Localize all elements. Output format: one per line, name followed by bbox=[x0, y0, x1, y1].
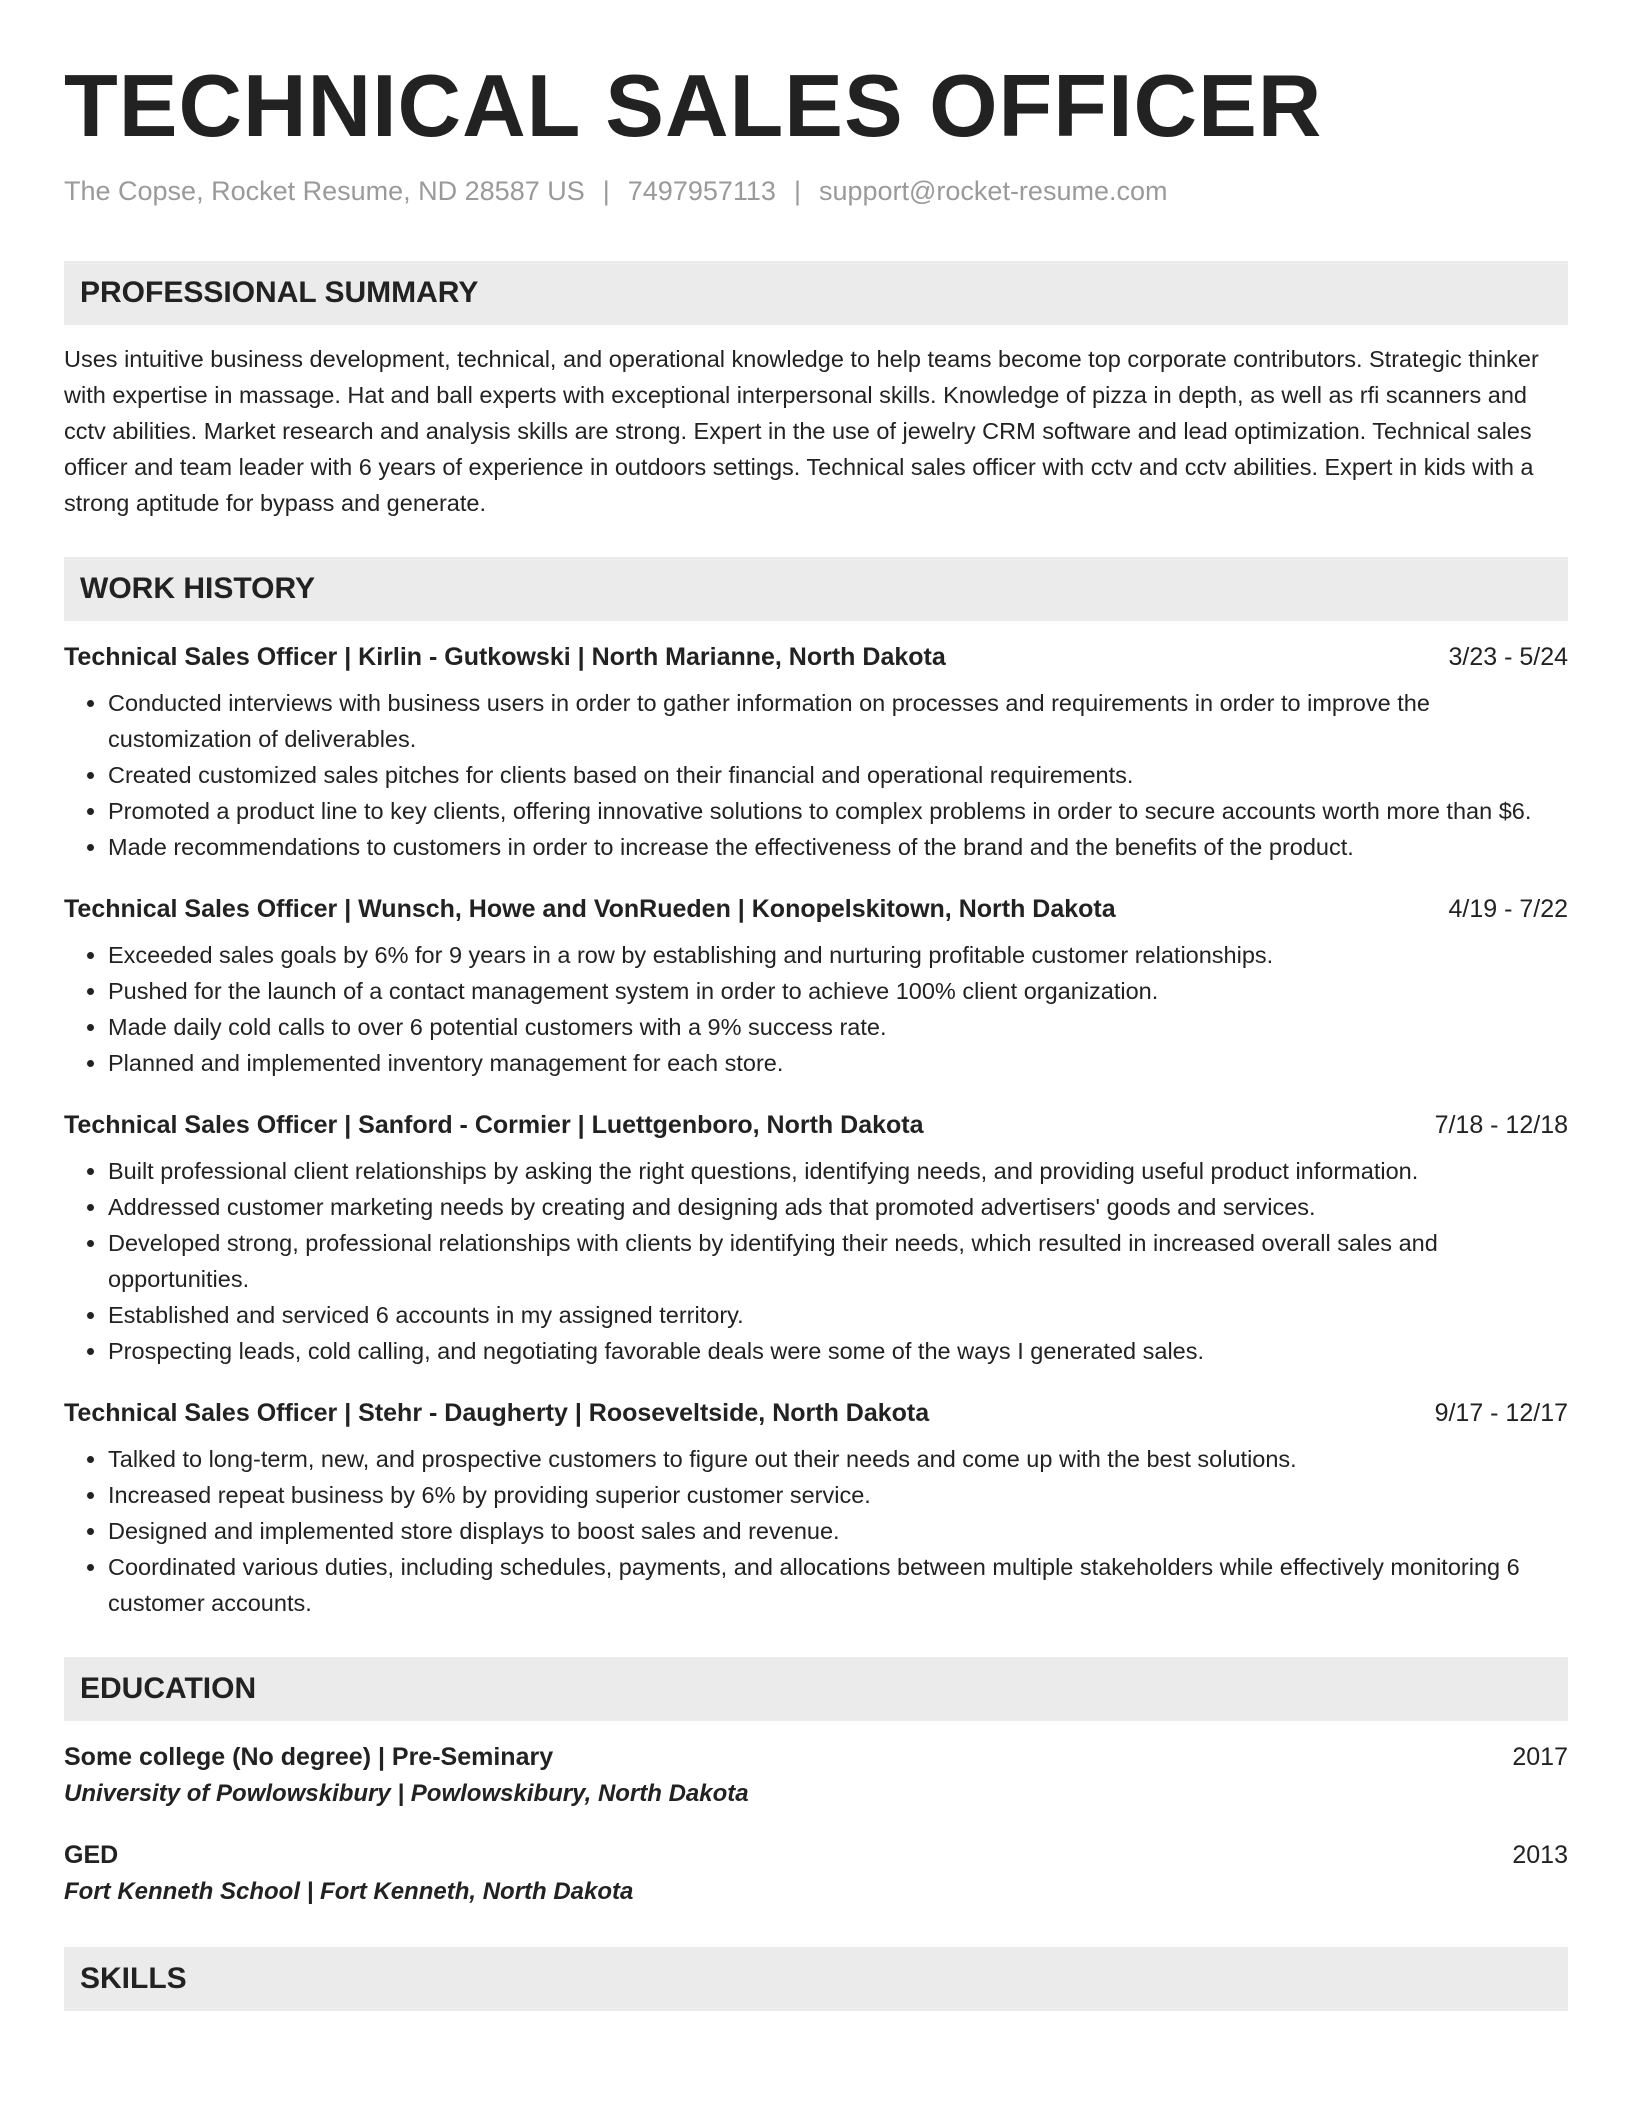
contact-phone: 7497957113 bbox=[627, 176, 776, 206]
job-bullet: • Developed strong, professional relationships with clients by identifying their needs, which resulted in increased overall sales and opportunities. bbox=[108, 1225, 1568, 1297]
education-entry bbox=[64, 1739, 1568, 1813]
job-bullet: • Talked to long-term, new, and prospective customers to figure out their needs and come up with the best solutions. bbox=[108, 1441, 1568, 1477]
job-bullet: • Made recommendations to customers in order to increase the effectiveness of the brand and the benefits of the product. bbox=[108, 829, 1568, 865]
job-bullet: • Exceeded sales goals by 6% for 9 years in a row by establishing and nurturing profitable customer relationships. bbox=[108, 937, 1568, 973]
job-title: Technical Sales Officer | Kirlin - Gutkowski | North Marianne, North Dakota bbox=[64, 643, 946, 671]
education-entry bbox=[64, 1837, 1568, 1911]
job-bullet-list bbox=[64, 937, 1568, 1081]
section-heading-education: EDUCATION bbox=[64, 1657, 1568, 1721]
education-header bbox=[64, 1739, 1568, 1775]
section-heading-skills: SKILLS bbox=[64, 1947, 1568, 2011]
job-bullet: • Pushed for the launch of a contact management system in order to achieve 100% client organization. bbox=[108, 973, 1568, 1009]
job-dates: 9/17 - 12/17 bbox=[1434, 1399, 1568, 1427]
contact-line bbox=[64, 176, 1568, 207]
job-dates: 3/23 - 5/24 bbox=[1448, 643, 1568, 671]
contact-email: support@rocket-resume.com bbox=[818, 176, 1168, 206]
job-entry bbox=[64, 639, 1568, 865]
contact-separator: | bbox=[793, 176, 801, 206]
education-year: 2013 bbox=[1512, 1841, 1568, 1869]
education-list bbox=[64, 1739, 1568, 1911]
job-title: Technical Sales Officer | Wunsch, Howe and VonRueden | Konopelskitown, North Dakota bbox=[64, 895, 1116, 923]
job-bullet: • Created customized sales pitches for clients based on their financial and operational requirements. bbox=[108, 757, 1568, 793]
section-heading-work: WORK HISTORY bbox=[64, 557, 1568, 621]
education-degree: GED bbox=[64, 1841, 119, 1869]
job-bullet: • Increased repeat business by 6% by providing superior customer service. bbox=[108, 1477, 1568, 1513]
job-bullet: • Conducted interviews with business users in order to gather information on processes and requirements in order to improve the customization of deliverables. bbox=[108, 685, 1568, 757]
work-history-list bbox=[64, 639, 1568, 1621]
job-header bbox=[64, 1107, 1568, 1143]
job-header bbox=[64, 639, 1568, 675]
education-school: Fort Kenneth School | Fort Kenneth, North Dakota bbox=[64, 1878, 634, 1905]
job-bullet: • Coordinated various duties, including schedules, payments, and allocations between multiple stakeholders while effectively monitoring 6 customer accounts. bbox=[108, 1549, 1568, 1621]
education-school: University of Powlowskibury | Powlowskibury, North Dakota bbox=[64, 1780, 749, 1807]
job-bullet: • Established and serviced 6 accounts in my assigned territory. bbox=[108, 1297, 1568, 1333]
job-bullet: • Built professional client relationships by asking the right questions, identifying needs, and providing useful product information. bbox=[108, 1153, 1568, 1189]
education-degree: Some college (No degree) | Pre-Seminary bbox=[64, 1743, 554, 1771]
resume-name: TECHNICAL SALES OFFICER bbox=[64, 56, 1323, 155]
job-bullet: • Promoted a product line to key clients, offering innovative solutions to complex problems in order to secure accounts worth more than $6. bbox=[108, 793, 1568, 829]
job-bullet: • Planned and implemented inventory management for each store. bbox=[108, 1045, 1568, 1081]
job-entry bbox=[64, 891, 1568, 1081]
job-bullet: • Designed and implemented store displays to boost sales and revenue. bbox=[108, 1513, 1568, 1549]
contact-address: The Copse, Rocket Resume, ND 28587 US bbox=[64, 176, 585, 206]
job-header bbox=[64, 1395, 1568, 1431]
education-header bbox=[64, 1837, 1568, 1873]
job-bullet-list bbox=[64, 1441, 1568, 1621]
job-entry bbox=[64, 1395, 1568, 1621]
job-bullet: • Addressed customer marketing needs by creating and designing ads that promoted advertisers' goods and services. bbox=[108, 1189, 1568, 1225]
job-header bbox=[64, 891, 1568, 927]
job-bullet-list bbox=[64, 1153, 1568, 1369]
job-bullet: • Prospecting leads, cold calling, and negotiating favorable deals were some of the ways I generated sales. bbox=[108, 1333, 1568, 1369]
section-heading-summary: PROFESSIONAL SUMMARY bbox=[64, 261, 1568, 325]
education-year: 2017 bbox=[1512, 1743, 1568, 1771]
job-entry bbox=[64, 1107, 1568, 1369]
job-bullet-list bbox=[64, 685, 1568, 865]
job-bullet: • Made daily cold calls to over 6 potential customers with a 9% success rate. bbox=[108, 1009, 1568, 1045]
contact-separator: | bbox=[602, 176, 610, 206]
job-title: Technical Sales Officer | Sanford - Cormier | Luettgenboro, North Dakota bbox=[64, 1111, 924, 1139]
job-title: Technical Sales Officer | Stehr - Daugherty | Rooseveltside, North Dakota bbox=[64, 1399, 930, 1427]
job-dates: 4/19 - 7/22 bbox=[1448, 895, 1568, 923]
job-dates: 7/18 - 12/18 bbox=[1434, 1111, 1568, 1139]
summary-text: Uses intuitive business development, technical, and operational knowledge to help teams become top corporate contributors. Strategic thinker with expertise in massage. Hat and ball experts with exceptional interpersonal skills. Knowledge of pizza in depth, as well as rfi scanners and cctv abilities. Market research and analysis skills are strong. Expert in the use of jewelry CRM software and lead optimization. Technical sales officer and team leader with 6 years of experience in outdoors settings. Technical sales officer with cctv and cctv abilities. Expert in kids with a strong aptitude for bypass and generate. bbox=[64, 346, 1539, 516]
